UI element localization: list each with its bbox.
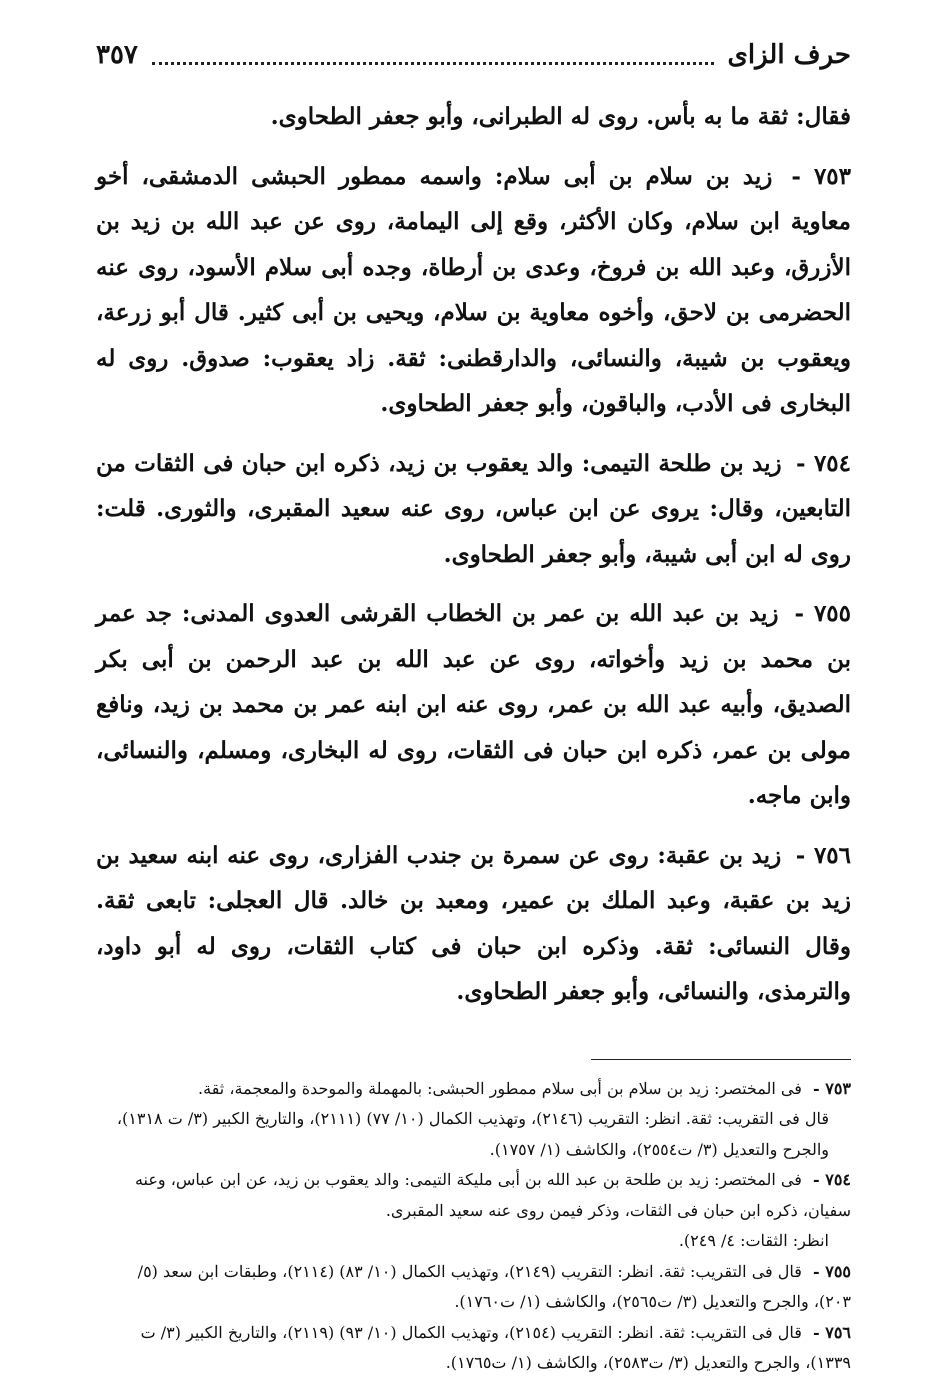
entry-text: زيد بن عقبة: روى عن سمرة بن جندب الفزارى، روى عنه ابنه سعيد بن زيد بن عقبة، وعبد الملك بن عمير، ومعبد بن خالد. قال العجلى: تابعى ثقة. وقال النسائى: ثقة. وذكره ابن حبان فى كتاب الثقات، روى له أبو داود، والترمذى، والنسائى، وأبو جعفر الطحاوى. <box>96 841 851 1005</box>
entry-number: ٧٥٤ - <box>796 449 851 477</box>
footnote-separator <box>591 1059 851 1060</box>
entry-754 <box>96 441 851 578</box>
footnote-753 <box>96 1074 851 1105</box>
leader-dots <box>152 61 714 65</box>
entry-text: زيد بن طلحة التيمى: والد يعقوب بن زيد، ذكره ابن حبان فى الثقات من التابعين، وقال: يروى عن ابن عباس، روى عنه سعيد المقبرى، والثورى. قلت: روى له ابن أبى شيبة، وأبو جعفر الطحاوى. <box>96 449 851 568</box>
footnote-text: قال فى التقريب: ثقة. انظر: التقريب (٢١٤٩)، وتهذيب الكمال (١٠/ ٨٣) (٢١١٤)، وطبقات ابن سعد (٥/ ٢٠٣)، والجرح والتعديل (٣/ ت٢٥٦٥)، والكاشف (١/ ت١٧٦٠). <box>137 1261 851 1311</box>
footnote-text: فى المختصر: زيد بن سلام بن أبى سلام ممطور الحبشى: بالمهملة والموحدة والمعجمة، ثقة. <box>198 1078 802 1098</box>
footnote-number: ٧٥٥ - <box>813 1261 851 1281</box>
footnote-754 <box>96 1165 851 1226</box>
footnote-756 <box>96 1318 851 1379</box>
footnote-754-continuation: انظر: الثقات: ٤/ ٢٤٩). <box>678 1231 829 1250</box>
entry-756 <box>96 833 851 1015</box>
main-text <box>96 94 851 1015</box>
intro-paragraph: فقال: ثقة ما به بأس. روى له الطبرانى، وأبو جعفر الطحاوى. <box>270 103 851 130</box>
footnote-number: ٧٥٣ - <box>813 1078 851 1098</box>
footnote-number: ٧٥٦ - <box>813 1322 851 1342</box>
entry-number: ٧٥٣ - <box>791 162 851 190</box>
footnote-753-continuation: قال فى التقريب: ثقة. انظر: التقريب (٢١٤٦)، وتهذيب الكمال (١٠/ ٧٧) (٢١١١)، والتاريخ الكبير (٣/ ت ١٣١٨)، والجرح والتعديل (٣/ ت٢٥٥٤)، والكاشف (١/ ١٧٥٧). <box>116 1109 829 1159</box>
running-header <box>96 40 851 86</box>
entry-753 <box>96 154 851 427</box>
footnote-text: فى المختصر: زيد بن طلحة بن عبد الله بن أبى مليكة التيمى: والد يعقوب بن زيد، عن ابن عباس، وعنه سفيان، ذكره ابن حبان فى الثقات، وذكر فيمن روى عنه سعيد المقبرى. <box>134 1170 851 1220</box>
entry-755 <box>96 591 851 819</box>
entry-number: ٧٥٦ - <box>795 841 852 869</box>
entry-text: زيد بن عبد الله بن عمر بن الخطاب القرشى العدوى المدنى: جد عمر بن محمد بن زيد وأخواته، روى عن عبد الله بن عبد الرحمن بن أبى بكر الصديق، وأبيه عبد الله بن عمر، روى عنه ابن ابنه عمر بن محمد بن زيد، ونافع مولى بن عمر، ذكره ابن حبان فى الثقات، روى له البخارى، ومسلم، والنسائى، وابن ماجه. <box>96 600 851 809</box>
footnotes <box>96 1074 851 1379</box>
page-number: ٣٥٧ <box>96 40 138 70</box>
entry-number: ٧٥٥ - <box>794 600 851 627</box>
footnote-755 <box>96 1257 851 1318</box>
footnote-text: قال فى التقريب: ثقة. انظر: التقريب (٢١٥٤)، وتهذيب الكمال (١٠/ ٩٣) (٢١١٩)، والتاريخ الكبير (٣/ ت ١٣٣٩)، والجرح والتعديل (٣/ ت٢٥٨٣)، والكاشف (١/ ت١٧٦٥). <box>140 1322 851 1372</box>
footnote-number: ٧٥٤ - <box>813 1170 851 1189</box>
entry-text: زيد بن سلام بن أبى سلام: واسمه ممطور الحبشى الدمشقى، أخو معاوية ابن سلام، وكان الأكثر، وقع إلى اليمامة، روى عن عبد الله بن زيد بن الأزرق، وعبد الله بن فروخ، وعدى بن أرطاة، وجده أبى سلام الأسود، روى عنه الحضرمى بن لاحق، وأخوه معاوية بن سلام، ويحيى بن أبى كثير. قال أبو زرعة، ويعقوب بن شيبة، والنسائى، والدارقطنى: ثقة. زاد يعقوب: صدوق. روى له البخارى فى الأدب، والباقون، وأبو جعفر الطحاوى. <box>96 162 851 417</box>
chapter-title: حرف الزاى <box>727 40 851 70</box>
